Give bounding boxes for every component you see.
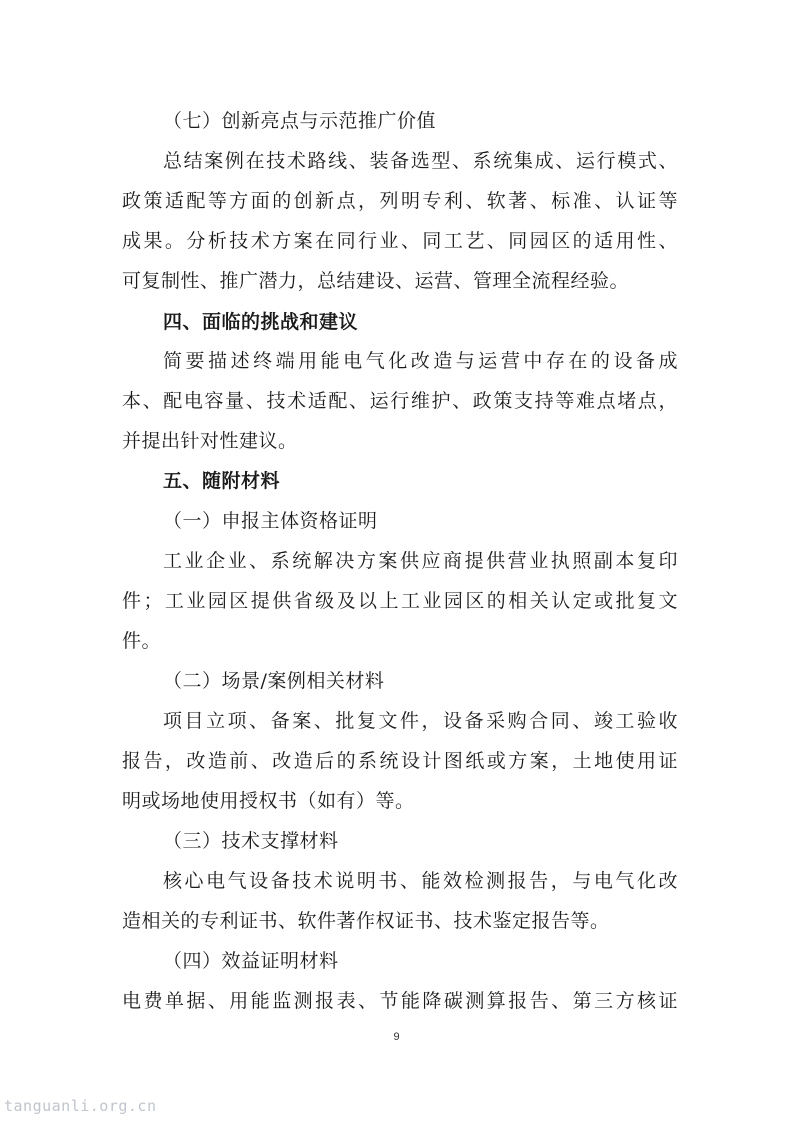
section-7-heading: （七）创新亮点与示范推广价值: [163, 110, 437, 132]
subsection-3-line-1: 核心电气设备技术说明书、能效检测报告，与电气化改: [163, 870, 678, 892]
section-7-line-3: 成果。分析技术方案在同行业、同工艺、同园区的适用性、: [122, 230, 678, 252]
subsection-3-heading: （三）技术支撑材料: [163, 830, 339, 852]
section-7-line-2: 政策适配等方面的创新点，列明专利、软著、标准、认证等: [122, 190, 678, 212]
part-5-heading: 五、随附材料: [163, 470, 281, 492]
subsection-2-line-2: 报告，改造前、改造后的系统设计图纸或方案，土地使用证: [122, 750, 678, 772]
subsection-4-heading: （四）效益证明材料: [163, 950, 339, 972]
page-number: 9: [393, 1031, 400, 1043]
subsection-4-line-1: 电费单据、用能监测报表、节能降碳测算报告、第三方核证: [122, 990, 678, 1012]
part-4-line-3: 并提出针对性建议。: [122, 430, 298, 452]
section-7-line-4: 可复制性、推广潜力，总结建设、运营、管理全流程经验。: [122, 270, 630, 292]
section-7-line-1: 总结案例在技术路线、装备选型、系统集成、运行模式、: [163, 150, 678, 172]
subsection-1-line-3: 件。: [122, 630, 162, 652]
subsection-1-heading: （一）申报主体资格证明: [163, 510, 378, 532]
part-4-heading: 四、面临的挑战和建议: [163, 311, 359, 333]
part-4-line-1: 简要描述终端用能电气化改造与运营中存在的设备成: [163, 350, 678, 372]
subsection-1-line-1: 工业企业、系统解决方案供应商提供营业执照副本复印: [163, 550, 678, 572]
subsection-3-line-2: 造相关的专利证书、软件著作权证书、技术鉴定报告等。: [122, 910, 610, 932]
watermark: tanguanli.org.cn: [4, 1097, 157, 1115]
subsection-2-line-3: 明或场地使用授权书（如有）等。: [122, 790, 415, 812]
subsection-2-heading: （二）场景/案例相关材料: [163, 670, 385, 692]
subsection-2-line-1: 项目立项、备案、批复文件，设备采购合同、竣工验收: [163, 710, 678, 732]
part-4-line-2: 本、配电容量、技术适配、运行维护、政策支持等难点堵点，: [122, 390, 678, 412]
subsection-1-line-2: 件；工业园区提供省级及以上工业园区的相关认定或批复文: [122, 590, 678, 612]
